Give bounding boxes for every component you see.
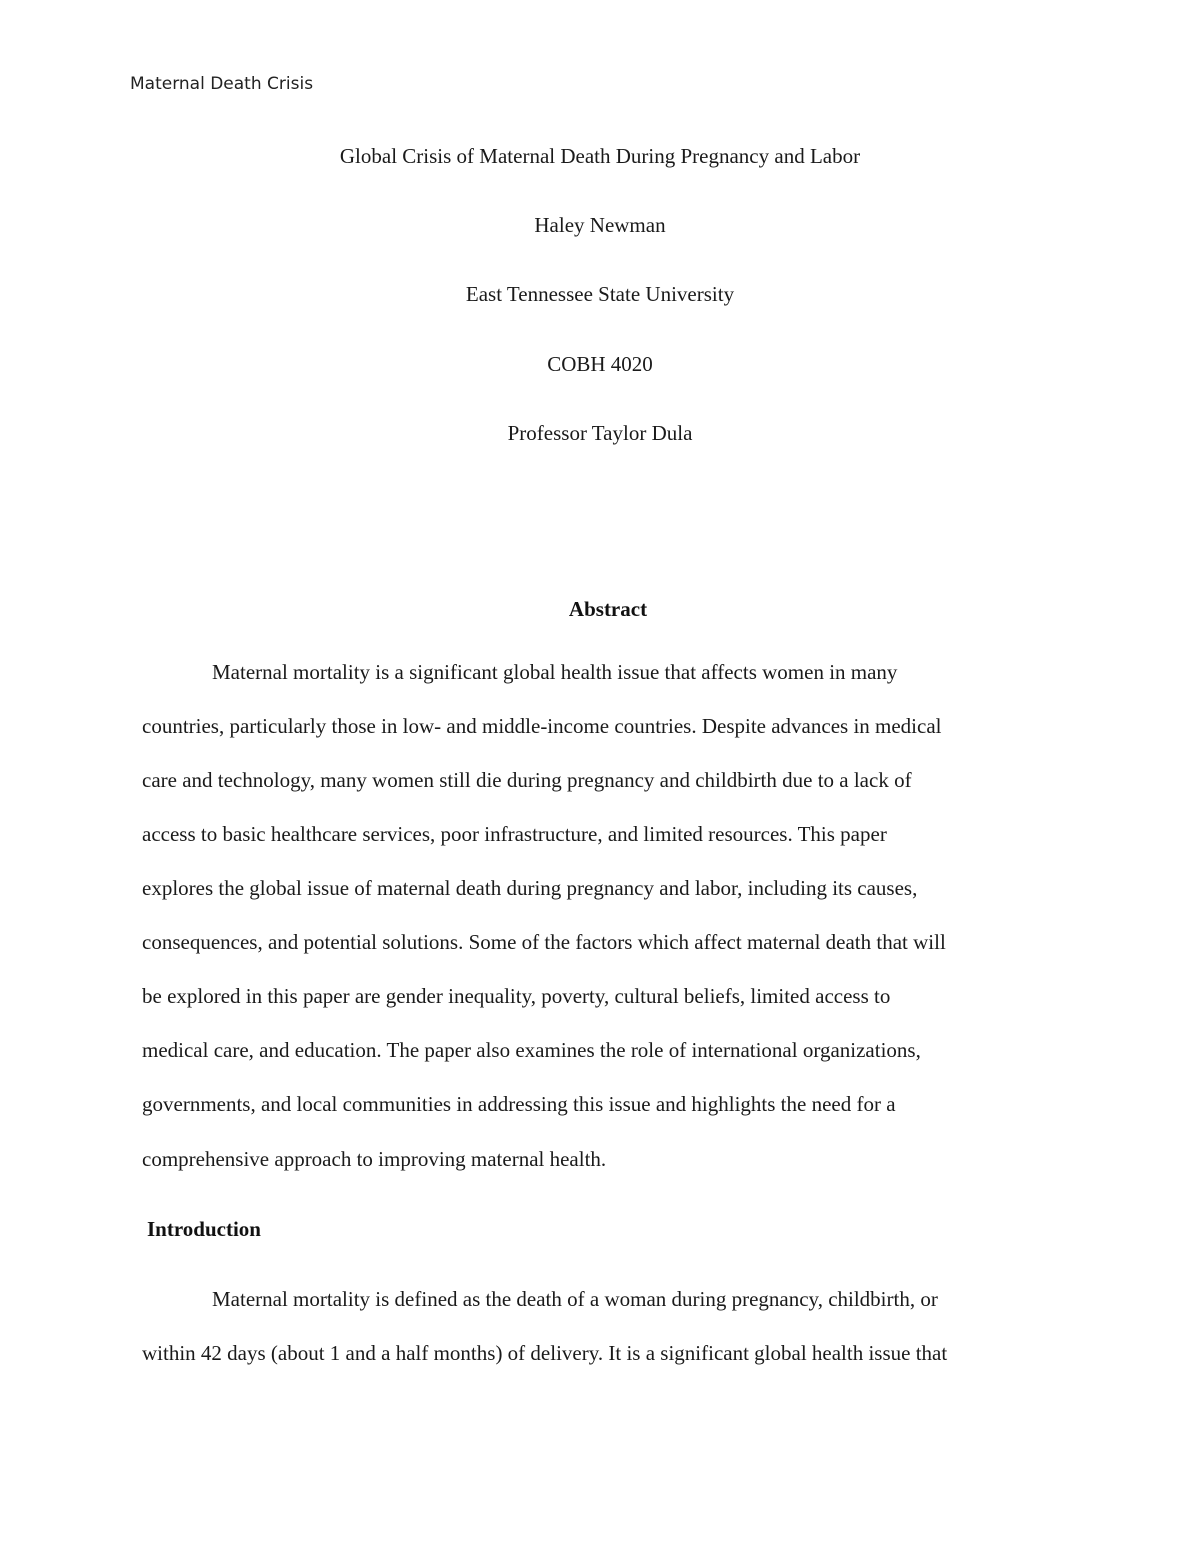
introduction-heading: Introduction <box>147 1217 261 1241</box>
abstract-line: access to basic healthcare services, poor infrastructure, and limited resources. This paper <box>142 822 887 846</box>
abstract-line: care and technology, many women still die during pregnancy and childbirth due to a lack of <box>142 768 912 792</box>
abstract-line: governments, and local communities in addressing this issue and highlights the need for a <box>142 1092 896 1116</box>
course-code: COBH 4020 <box>547 352 653 376</box>
author-name: Haley Newman <box>534 213 666 237</box>
abstract-line: Maternal mortality is a significant global health issue that affects women in many <box>212 660 898 684</box>
introduction-line: within 42 days (about 1 and a half months) of delivery. It is a significant global health issue that <box>142 1341 948 1365</box>
paper-title: Global Crisis of Maternal Death During Pregnancy and Labor <box>339 144 861 168</box>
abstract-line: explores the global issue of maternal death during pregnancy and labor, including its causes, <box>142 876 918 900</box>
introduction-line: Maternal mortality is defined as the death of a woman during pregnancy, childbirth, or <box>212 1287 938 1311</box>
abstract-heading: Abstract <box>568 597 648 621</box>
instructor-name: Professor Taylor Dula <box>507 421 693 445</box>
abstract-line: consequences, and potential solutions. Some of the factors which affect maternal death that will <box>142 930 946 954</box>
abstract-line: countries, particularly those in low- and middle-income countries. Despite advances in medical <box>142 714 942 738</box>
abstract-line: be explored in this paper are gender inequality, poverty, cultural beliefs, limited access to <box>142 984 891 1008</box>
abstract-line: medical care, and education. The paper also examines the role of international organizations, <box>142 1038 921 1062</box>
running-head: Maternal Death Crisis <box>130 74 314 94</box>
abstract-line: comprehensive approach to improving maternal health. <box>142 1147 607 1171</box>
institution-name: East Tennessee State University <box>465 282 735 306</box>
